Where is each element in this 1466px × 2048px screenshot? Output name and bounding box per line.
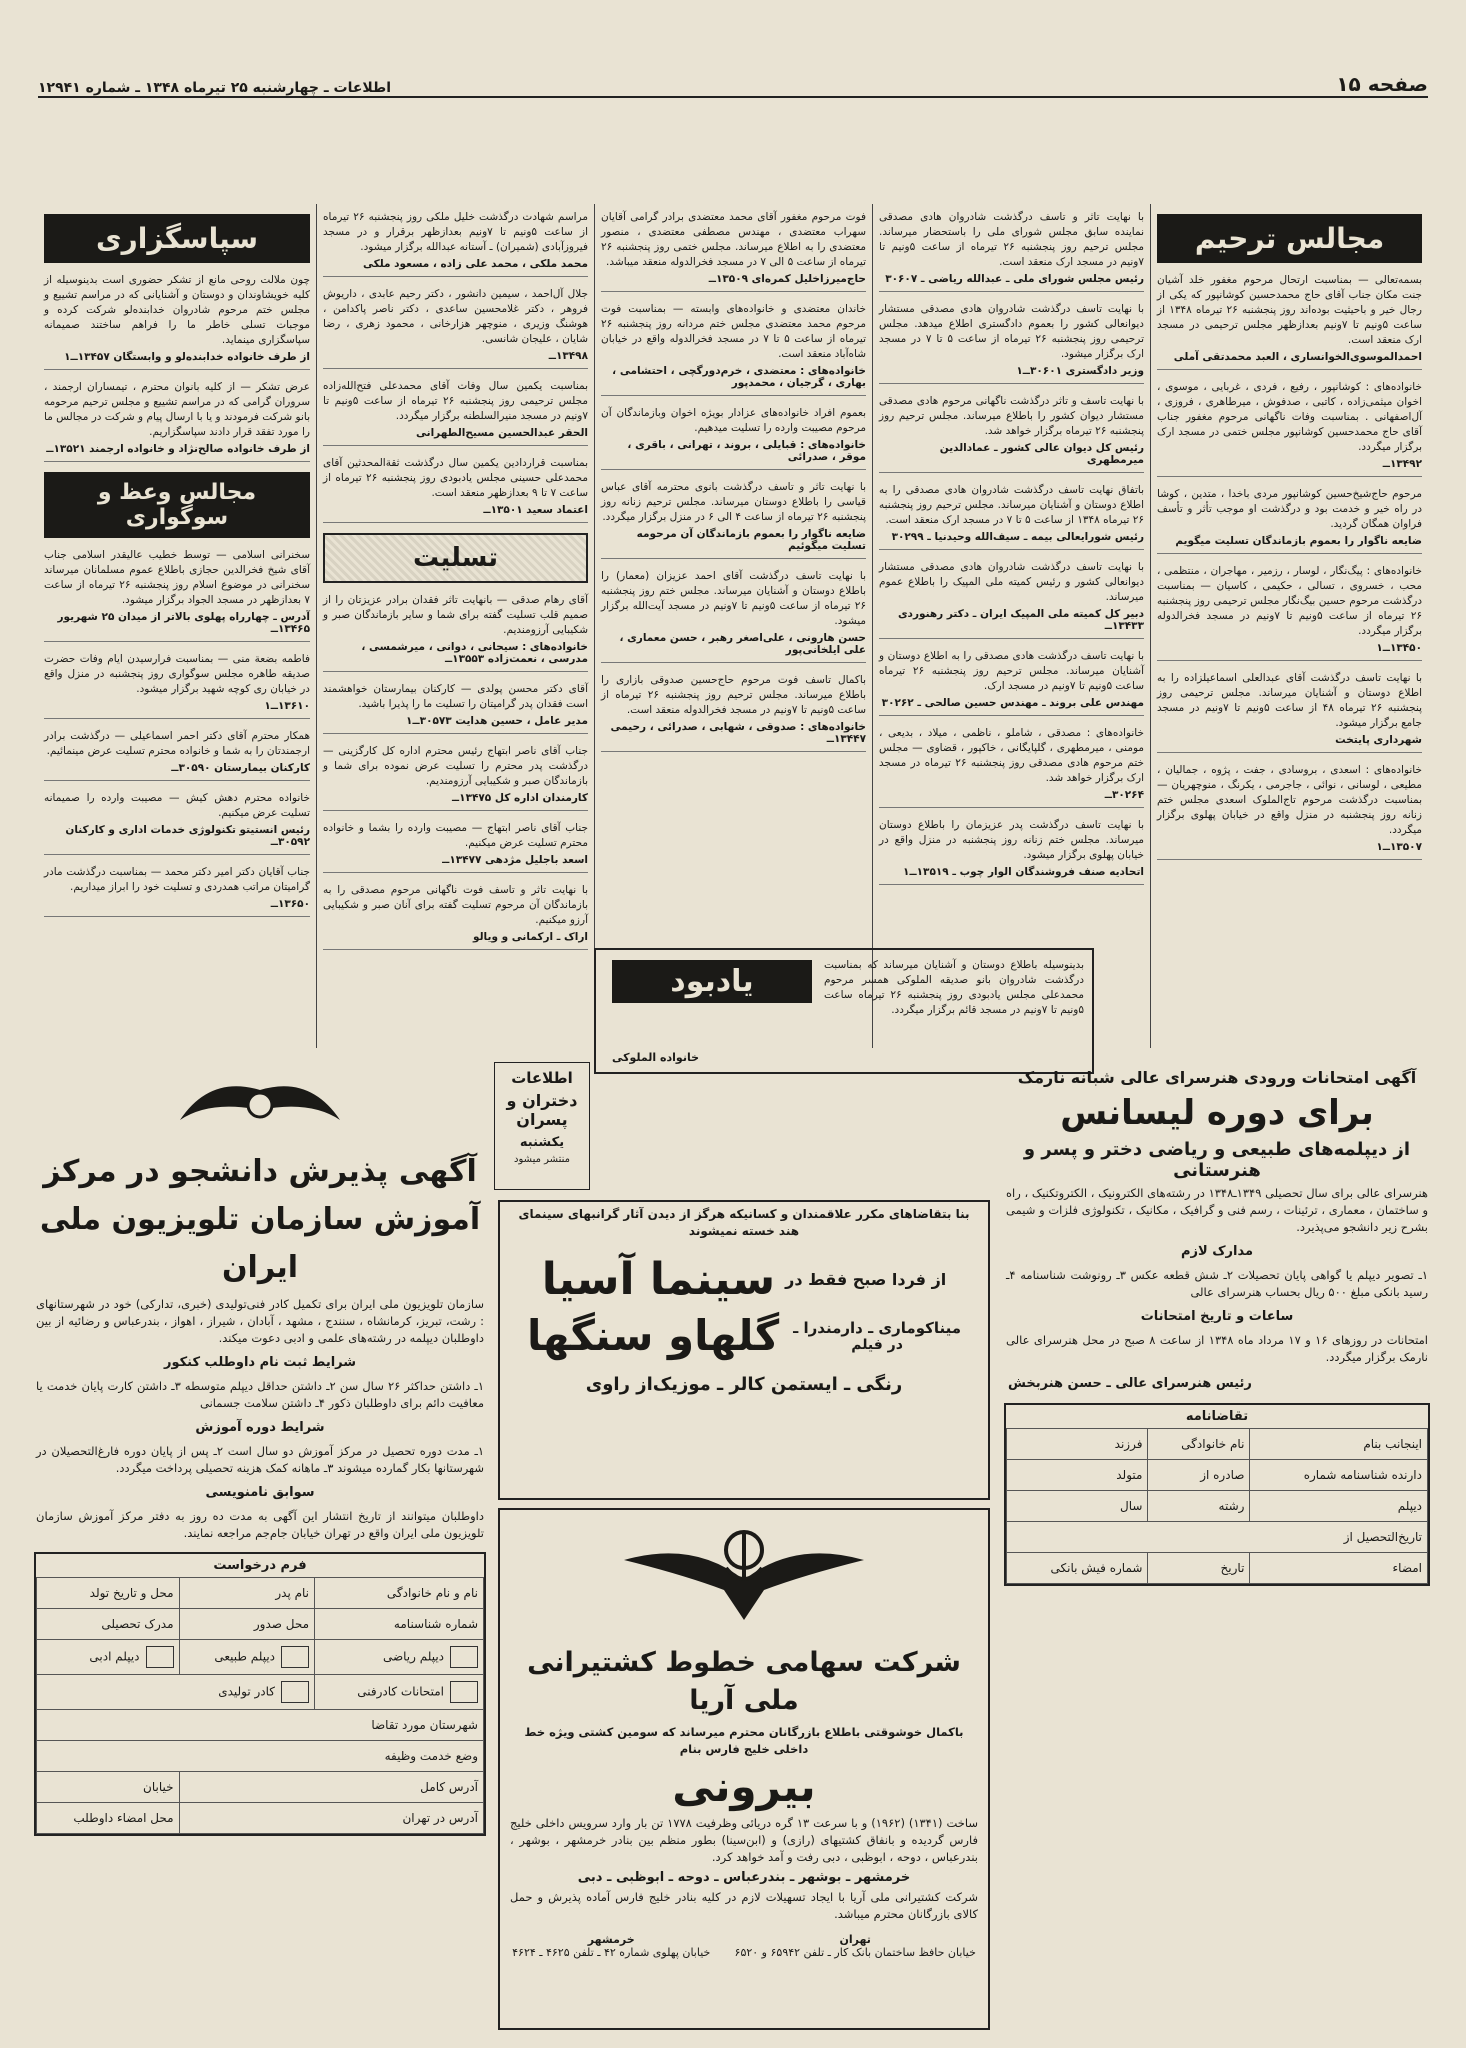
notice-text: باکمال تاسف فوت مرحوم حاج‌حسین صدوقی بازاری را باطلاع میرساند. مجلس ترحیم روز پنجشنبه ۲۶ تیرماه از ساعت ۵ونیم تا ۷ونیم در مسجد فخرالدوله منعقد است. <box>601 674 867 716</box>
notice <box>44 652 310 719</box>
field-date-label: تاریخ <box>1220 1561 1245 1575</box>
cinema-film: گلهاو سنگها <box>527 1311 780 1360</box>
notice-text: با نهایت تاسف درگذشت شادروان هادی مصدقی مستشار دیوانعالی کشور و رئیس کمیته ملی المپیک را باطلاع عموم میرساند. <box>879 561 1144 603</box>
notice <box>1157 763 1422 860</box>
thanks-banner: سپاسگزاری <box>44 214 310 263</box>
checkbox[interactable] <box>281 1646 309 1668</box>
notice-signature: مهندس علی بروند ـ مهندس حسین صالحی ـ ۳۰۲۶۲ <box>881 697 1144 709</box>
tv-form-title: فرم درخواست <box>213 1558 307 1573</box>
address-label: آدرس کامل <box>420 1780 478 1794</box>
yadbood-box <box>594 948 1094 1074</box>
service-label: وضع خدمت وظیفه <box>384 1749 478 1763</box>
checkbox[interactable] <box>281 1681 309 1703</box>
checkbox[interactable] <box>450 1681 478 1703</box>
field-sign-label: امضاء <box>1392 1561 1422 1575</box>
notice <box>44 791 310 855</box>
cinema-stars: میناکوماری ـ دارمندرا ـ <box>793 1318 962 1337</box>
notice-text: با نهایت تاثر و تاسف درگذشت شادروان هادی مصدقی نماینده سابق مجلس شورای ملی را باستحضار میرساند. مجلس ترحیم روز پنجشنبه ۲۶ تیرماه از ساعت ۵ونیم تا ۷ونیم در مسجد ارک منعقد است. <box>879 211 1144 268</box>
notice-signature: رئیس کل دیوان عالی کشور ـ عمادالدین میرمطهری <box>939 442 1144 466</box>
natural-label: دیپلم طبیعی <box>214 1649 276 1664</box>
cinema-ad <box>498 1200 990 1500</box>
notice-text: عرض تشکر — از کلیه بانوان محترم ، تیمساران ارجمند ، سروران گرامی که در مراسم تشییع و مجلس ترحیم مرحومه بانو شرکت فرمودند و یا با ارسال پیام و شرکت در مجالس ما را مورد تفقد قرار دادند سپاسگزاریم. <box>44 381 310 438</box>
tv-h3: سوابق نامنویسی <box>205 1485 315 1500</box>
sermon-banner: مجالس وعظ و سوگواری <box>44 472 310 538</box>
tv-form <box>34 1552 486 1836</box>
art-reg-title: مدارک لازم <box>1180 1244 1254 1259</box>
notice <box>879 483 1144 550</box>
notice-text: بمناسبت یکمین سال وفات آقای محمدعلی فتح‌الله‌زاده مجلس ترحیمی روز پنجشنبه ۲۶ تیرماه از ساعت ۵ونیم تا ۷ونیم در مسجد منیرالسلطنه برگزار میگردد. <box>323 380 589 422</box>
notice-text: فوت مرحوم مغفور آقای محمد معتضدی برادر گرامی آقایان سهراب معتضدی ، مهندس مصطفی معتضدی ، منصور معتضدی را به اطلاع میرساند. مجلس ختمی روز پنجشنبه ۲۶ تیرماه از ساعت ۵ الی ۷ در مسجد فخرالدوله منعقد میباشد. <box>601 211 866 268</box>
field-born-label: متولد <box>1116 1468 1143 1482</box>
notice <box>323 210 588 277</box>
notice-signature: ۱۳۶۱۰ــ۱ <box>264 700 310 712</box>
notice-signature: رئیس مجلس شورای ملی ـ عبدالله ریاضی ـ ۳۰۶۰۷ <box>885 273 1144 285</box>
column-1 <box>1150 204 1428 1048</box>
notice <box>879 394 1144 473</box>
notice-signature: کارمندان اداره کل ۱۳۴۷۵ــ <box>451 792 588 804</box>
field-name-label: نام و نام خانوادگی <box>386 1586 478 1600</box>
tv-h2: شرایط دوره آموزش <box>195 1420 325 1435</box>
notice-text: جناب آقای ناصر ابتهاج — مصیبت وارده را بشما و خانواده محترم تسلیت عرض میکنیم. <box>323 822 588 849</box>
field-issue-label: محل صدور <box>253 1617 310 1631</box>
notice-signature: از طرف خانواده خدابنده‌لو و وابستگان ۱۳۴۵۷ــ۱ <box>64 351 310 363</box>
notice-signature: احمدالموسوی‌الخوانساری ، العبد محمدتقی آملی <box>1173 351 1422 363</box>
notice <box>601 210 866 292</box>
math-label: دیپلم ریاضی <box>382 1649 444 1664</box>
ettelaat-promo <box>494 1062 590 1190</box>
notice <box>44 865 310 917</box>
condolence-banner: تسلیت <box>323 533 588 583</box>
notice <box>44 548 310 642</box>
promo-foot: منتشر میشود <box>514 1154 570 1165</box>
art-form-title: تقاضانامه <box>1185 1409 1249 1424</box>
field-field-label: رشته <box>1218 1499 1245 1513</box>
field-child-label: فرزند <box>1114 1437 1143 1451</box>
notice <box>879 726 1144 808</box>
notice-signature: اتحادیه صنف فروشندگان الوار چوب ـ ۱۳۵۱۹ــ۱ <box>903 866 1144 878</box>
notice <box>323 682 588 734</box>
notice-text: فاطمه بضعة منی — بمناسبت فرارسیدن ایام وفات حضرت صدیقه طاهره مجلس سوگواری روز پنجشنبه در منزل واقع در خیابان ری کوچه شهید برگزار میشود. <box>44 653 310 695</box>
shipping-text: ساخت (۱۳۴۱) (۱۹۶۲) و با سرعت ۱۳ گره دریائی وظرفیت ۱۷۷۸ تن بار وارد سرویس داخلی خلیج فارس گردیده و بانفاق کشتیهای (رازی) و (ابن‌سینا) بطور منظم بین بنادر خرمشهر ، بوشهر ، بندرعباس ، دوحه ، ابوظبی ، دبی رفت و آمد خواهد کرد. <box>510 1816 978 1864</box>
art-school-ad <box>996 1062 1438 2030</box>
notice-signature: ضایعه ناگوار را بعموم بازماندگان تسلیت میگویم <box>1175 535 1422 547</box>
tehran-label: آدرس در تهران <box>402 1811 478 1825</box>
promo-sub: دختران و پسران <box>506 1091 578 1129</box>
notice-signature: رئیس انستیتو تکنولوژی خدمات اداری و کارکنان ۳۰۵۹۲ــ <box>65 824 310 848</box>
notice-signature: ۱۳۴۵۰ــ۱ <box>1376 642 1422 654</box>
notice <box>323 379 588 446</box>
art-exam: امتحانات در روزهای ۱۶ و ۱۷ مرداد ماه ۱۳۴۸ از ساعت ۸ صبح در محل هنرسرای عالی نارمک برگزار میگردد. <box>1006 1333 1428 1364</box>
notice <box>601 406 866 470</box>
notice-signature: دبیر کل کمیته ملی المپیک ایران ـ دکتر رهنوردی ۱۳۴۳۳ــ <box>897 608 1144 632</box>
column-2 <box>872 204 1150 1048</box>
yadbood-sign: خانواده الملوکی <box>612 1051 700 1064</box>
art-title-2: برای دوره لیسانس <box>1060 1093 1374 1133</box>
field-bank-label: شماره فیش بانکی <box>1050 1561 1143 1575</box>
notice-signature: کارکنان بیمارستان ۳۰۵۹۰ــ <box>171 762 310 774</box>
literary-label: دیپلم ادبی <box>89 1649 140 1664</box>
notice <box>323 744 588 811</box>
tv-h1: شرایط ثبت نام داوطلب کنکور <box>163 1355 357 1370</box>
art-title-3: از دیپلمه‌های طبیعی و ریاضی دختر و پسر و هنرستانی <box>1023 1139 1411 1181</box>
tv-c3: داوطلبان میتوانند از تاریخ انتشار این آگهی به مدت ده روز به دفتر مرکز آموزش سازمان تلویزیون ملی ایران واقع در تهران خیابان جام‌جم مراجعه نمایند. <box>36 1509 484 1540</box>
notice-text: با نهایت تاسف درگذشت پدر عزیزمان را باطلاع دوستان میرساند. مجلس ختم زنانه روز پنجشنبه در منزل واقع در خیابان پهلوی برگزار میشود. <box>879 819 1144 861</box>
notice-text: خاندان معتضدی و خانواده‌های وابسته — بمناسبت فوت مرحوم محمد معتضدی مجلس ختم مردانه روز پنجشنبه ۲۶ تیرماه از ساعت ۵ تا ۷ در مسجد فخرالدوله واقع در خیابان شاه‌آباد منعقد است. <box>601 303 867 360</box>
notice-text: خانواده‌های : مصدقی ، شاملو ، ناظمی ، میلاد ، بدیعی ، مومنی ، میرمطهری ، گلپایگانی ، خاکپور ، قضاوی — مجلس ختم مرحوم هادی مصدقی روز پنجشنبه ۲۶ تیرماه در مسجد ارک برگزار خواهد شد. <box>879 727 1144 784</box>
notice-text: با نهایت تاسف درگذشت آقای عبدالعلی اسماعیلزاده را به اطلاع دوستان و آشنایان میرساند. مجلس ترحیمی روز پنجشنبه ۲۶ تیرماه ۴۸ از ساعت ۵ونیم تا ۷ونیم در مسجد جامع برگزار میشود. <box>1157 672 1423 729</box>
notice-signature: الحقر عبدالحسین مسیح‌الطهرانی <box>416 427 588 439</box>
shipping-ship-name: بیرونی <box>672 1762 816 1811</box>
notice-signature: آدرس ـ چهارراه پهلوی بالاتر از میدان ۲۵ شهریور ۱۳۴۶۵ــ <box>57 611 310 635</box>
notice-text: با نهایت تاسف درگذشت آقای احمد عزیزان (معمار) را باطلاع دوستان و آشنایان میرساند. مجلس ختم روز پنجشنبه ۲۶ تیرماه از ساعت ۵ونیم تا ۷ونیم در مسجد آیت‌الله برگزار میشود. <box>601 570 866 627</box>
checkbox[interactable] <box>450 1646 478 1668</box>
notice-signature: خانواده‌های : صدوقی ، شهابی ، صدرائی ، رحیمی ۱۳۴۴۷ــ <box>610 721 866 745</box>
notice <box>323 593 588 672</box>
field-year-label: سال <box>1120 1499 1143 1513</box>
tv-admission-ad <box>26 1070 494 2030</box>
field-degree-label: مدرک تحصیلی <box>101 1617 174 1631</box>
page-number: صفحه ۱۵ <box>1336 72 1428 96</box>
notice-text: جلال آل‌احمد ، سیمین دانشور ، دکتر رحیم عابدی ، داریوش فروهر ، دکتر غلامحسین ساعدی ، دکتر ناصر پاکدامن ، هوشنگ وزیری ، منوچهر هزارخانی ، محمود زهری ، رضا شایان ، علیجان شانسی. <box>323 288 588 345</box>
notice <box>601 302 866 396</box>
promo-day: یکشنبه <box>519 1135 565 1150</box>
notice-text: چون ملالت روحی مانع از تشکر حضوری است بدینوسیله از کلیه خویشاوندان و دوستان و آشنایانی که در مراسم تشییع و مجلس ختم مرحوم شادروان خدابنده‌لو شرکت کرده و موجبات تسلی خاطر ما را فراهم ساختند صمیمانه سپاسگزاری مینماید. <box>44 274 310 346</box>
notice <box>44 273 310 370</box>
notice-signature: حسن هارونی ، علی‌اصغر رهبر ، حسن معماری ، علی ایلخانی‌پور <box>619 632 866 656</box>
issue-line: اطلاعات ـ چهارشنبه ۲۵ تیرماه ۱۳۴۸ ـ شماره ۱۲۹۴۱ <box>38 80 392 96</box>
notice <box>1157 380 1422 477</box>
yadbood-text: بدینوسیله باطلاع دوستان و آشنایان میرساند که بمناسبت درگذشت شادروان بانو صدیقه الملوکی همسر مرحوم محمدعلی مجلس یادبودی روز پنجشنبه ۲۶ تیرماه ساعت ۵ونیم تا ۷ونیم در مسجد قائم برگزار میگردد. <box>824 959 1084 1016</box>
notice-text: با نهایت تاسف و تاثر درگذشت ناگهانی مرحوم هادی مصدقی مستشار دیوان کشور را باطلاع میرساند. مجلس ترحیم روز پنجشنبه ۲۶ تیرماه برگزار خواهد شد. <box>879 395 1144 437</box>
notice-signature: رئیس شورایعالی بیمه ـ سیف‌الله وحیدنیا ـ ۳۰۲۹۹ <box>891 531 1144 543</box>
notice <box>323 883 588 950</box>
notice-signature: اسعد باجلیل مژدهی ۱۳۴۷۷ــ <box>442 854 588 866</box>
notice <box>323 456 588 523</box>
tv-intro: سازمان تلویزیون ملی ایران برای تکمیل کادر فنی‌تولیدی (خبری، تدارکی) خود در شهرستانهای : رشت، تبریز، کرمانشاه ، سنندج ، مشهد ، آبادان ، شیراز ، اهواز ، بندرعباس و رضائیه از بین داوطلبان دیپلمه در رشته‌های علمی و ادبی دعوت میکند. <box>36 1297 484 1345</box>
notice-text: جناب آقایان دکتر امیر دکتر محمد — بمناسبت درگذشت مادر گرامیتان مراتب همدردی و تسلیت خود را ابراز میداریم. <box>44 866 310 893</box>
notice-text: جناب آقای ناصر ابتهاج رئیس محترم اداره کل کارگزینی — درگذشت پدر محترم را تسلیت عرض نموده برای شما و بازماندگان صبر و شکیبایی آرزومندیم. <box>323 745 588 787</box>
cinema-foot: رنگی ـ ایستمن کالر ـ موزیک‌از راوی <box>585 1374 903 1395</box>
sign-label: محل امضاء داوطلب <box>73 1811 174 1825</box>
street-label: خیابان <box>143 1780 174 1794</box>
notice-signature: خانواده‌های : سیحانی ، دوانی ، میرشمسی ، مدرسی ، نعمت‌زاده ۱۳۵۵۳ــ <box>361 641 588 665</box>
field-birth-label: محل و تاریخ تولد <box>89 1586 174 1600</box>
notice-text: آقای دکتر محسن پولدی — کارکنان بیمارستان خواهشمند است فقدان پدر گرامیتان را تسلیت ما را پذیرا باشید. <box>323 683 588 710</box>
notice-signature: ۳۰۲۶۴ــ <box>1104 789 1144 801</box>
field-id-label: شماره شناسنامه <box>393 1617 478 1631</box>
notice-text: مراسم شهادت درگذشت خلیل ملکی روز پنجشنبه ۲۶ تیرماه از ساعت ۵ونیم تا ۷ونیم بعدازظهر برقرار و در مسجد فیروزآبادی (شمیران) ـ آستانه عبدالله برگزار میشود. <box>323 211 589 253</box>
notice-text: سخنرانی اسلامی — توسط خطیب عالیقدر اسلامی جناب آقای شیخ فخرالدین حجازی باطلاع عموم مسلمانان میرساند سخنرانی در موضوع اسلام روز پنجشنبه ۲۶ تیرماه از ساعت ۷ بعدازظهر در مسجد الجواد برگزار میشود. <box>44 549 310 606</box>
notice-signature: ضایعه ناگوار را بعموم بازماندگان آن مرحومه تسلیت میگوئیم <box>636 528 866 552</box>
tv-title-2: آموزش سازمان تلویزیون ملی ایران <box>39 1202 481 1285</box>
prod-label: کادر تولیدی <box>218 1684 276 1699</box>
notice-signature: محمد ملکی ، محمد علی زاده ، مسعود ملکی <box>363 258 588 270</box>
notice-signature: خانواده‌های : معتضدی ، خرم‌دورگچی ، احتشامی ، بهاری ، گرجیان ، محمدپور <box>612 365 866 389</box>
tehran-office: تهران <box>839 1933 871 1946</box>
notice-text: بعموم افراد خانواده‌های عزادار بویژه اخوان وبازماندگان آن مرحوم مصیبت وارده را تسلیت میدهیم. <box>601 407 866 434</box>
tv-c2: ۱ـ مدت دوره تحصیل در مرکز آموزش دو سال است ۲ـ پس از پایان دوره فارغ‌التحصیلان در شهرستانها بکار گمارده میشوند ۳ـ ماهانه کمک هزینه تحصیلی پرداخت میگردد. <box>36 1444 484 1475</box>
notice <box>879 818 1144 885</box>
notice <box>1157 487 1422 554</box>
cinema-top: بنا بتقاضاهای مکرر علاقمندان و کسانیکه هرگز از دیدن آثار گرانبهای سینمای هند خسته نمیشوند <box>518 1207 970 1238</box>
notice <box>323 821 588 873</box>
page-header <box>38 68 1428 98</box>
field-family-label: نام خانوادگی <box>1181 1437 1245 1451</box>
notice <box>879 560 1144 639</box>
notice-signature: از طرف خانواده صالح‌نژاد و خانواده ارجمند ۱۳۵۲۱ــ <box>46 443 310 455</box>
memorial-banner: مجالس ترحیم <box>1157 214 1422 263</box>
notice-text: با نهایت تاثر و تاسف درگذشت بانوی محترمه آقای عباس قیاسی را باطلاع دوستان میرساند. مجلس ترحیم زنانه روز پنجشنبه ۲۶ تیرماه از ساعت ۴ الی ۶ در منزل برگزار میگردد. <box>601 481 866 523</box>
tehran-address: خیابان حافظ ساختمان بانک کار ـ تلفن ۶۵۹۴۲ و ۶۵۲۰ <box>734 1946 976 1959</box>
cinema-in: در فیلم <box>851 1336 903 1353</box>
notice-text: باتفاق نهایت تاسف درگذشت شادروان هادی مصدقی را به اطلاع دوستان و آشنایان میرساند. مجلس ترحیم روز پنجشنبه ۲۶ تیرماه ۱۳۴۸ از ساعت ۵ تا ۷ در مسجد ارک منعقد است. <box>879 484 1144 526</box>
column-4 <box>316 204 594 1048</box>
tv-title-1: آگهی پذیرش دانشجو در مرکز <box>43 1154 477 1189</box>
checkbox[interactable] <box>146 1646 174 1668</box>
notice-text: مرحوم حاج‌شیخ‌حسین کوشانپور مردی باخدا ، متدین ، کوشا در راه خیر و خدمت بود و درگذشت او موجب تأثر و تأسف فراوان همگان گردید. <box>1157 488 1422 530</box>
field-grad-label: تاریخ‌التحصیل از <box>1343 1530 1422 1544</box>
art-exam-title: ساعات و تاریخ امتحانات <box>1140 1309 1294 1324</box>
art-title-1: آگهی امتحانات ورودی هنرسرای عالی شبانه نارمک <box>1017 1068 1417 1087</box>
cinema-from: از فردا صبح فقط در <box>785 1270 947 1289</box>
field-me-label: اینجانب بنام <box>1363 1437 1422 1451</box>
obituary-section <box>38 100 1428 1048</box>
yadbood-title: یادبود <box>612 960 812 1003</box>
notice-text: با نهایت تاسف درگذشت هادی مصدقی را به اطلاع دوستان و آشنایان میرساند. مجلس ترحیم روز پنجشنبه ۲۶ تیرماه ساعت ۵ونیم تا ۷ونیم در مسجد ارک. <box>879 650 1144 692</box>
notice <box>601 673 866 752</box>
shipping-ad <box>498 1508 990 2030</box>
notice-signature: حاج‌میرزاخلیل کمره‌ای ۱۳۵۰۹ــ <box>708 273 866 285</box>
exam-label: امتحانات کادرفنی <box>357 1684 444 1699</box>
khorram-address: خیابان پهلوی شماره ۴۲ ـ تلفن ۴۶۲۵ ـ ۴۶۲۴ <box>512 1946 711 1959</box>
notice <box>1157 671 1422 753</box>
field-idno-label: دارنده شناسنامه شماره <box>1303 1468 1422 1482</box>
shipping-route: خرمشهر ـ بوشهر ـ بندرعباس ـ دوحه ـ ابوظبی ـ دبی <box>577 1870 911 1885</box>
notice <box>44 729 310 781</box>
notice <box>1157 273 1422 370</box>
notice-signature: ۱۳۴۹۲ــ <box>1382 458 1422 470</box>
notice-text: با نهایت تاسف درگذشت شادروان هادی مصدقی مستشار دیوانعالی کشور را بعموم دادگستری اطلاع میدهد. مجلس ترحیمی روز پنجشنبه ۲۶ تیرماه از ساعت ۵ تا ۷ در مسجد ارک برگزار میشود. <box>879 303 1144 360</box>
tv-c1: ۱ـ داشتن حداکثر ۲۶ سال سن ۲ـ داشتن حداقل دیپلم متوسطه ۳ـ داشتن کارت پایان خدمت یا معافیت دائم برای داوطلبان ذکور ۴ـ داشتن سلامت جسمانی <box>36 1379 484 1410</box>
notice-signature: مدیر عامل ، حسین هدایت ۳۰۵۷۳ــ۱ <box>406 715 588 727</box>
shipping-intro: باکمال خوشوقتی باطلاع بازرگانان محترم میرساند که سومین کشتی ویژه خط داخلی خلیج فارس بنام <box>524 1725 964 1756</box>
notice <box>44 380 310 462</box>
notice-signature: خانواده‌های : قبایلی ، بروند ، تهرانی ، باقری ، موقر ، صدرائی <box>627 439 866 463</box>
shipping-title: شرکت سهامی خطوط کشتیرانی ملی آریا <box>527 1647 961 1716</box>
notice-signature: ۱۳۶۵۰ــ <box>270 898 310 910</box>
notice <box>601 569 866 663</box>
shipping-more: شرکت کشتیرانی ملی آریا با ایجاد تسهیلات لازم در کلیه بنادر خلیج فارس آماده پذیرش و حمل کالای بازرگانان محترم میباشد. <box>510 1890 978 1921</box>
notice-signature: وزیر دادگستری ۳۰۶۰۱ــ۱ <box>1016 365 1144 377</box>
notice-signature: ۱۳۵۰۷ــ۱ <box>1376 841 1422 853</box>
city-label: شهرستان مورد تقاضا <box>371 1718 478 1732</box>
notice <box>323 287 588 369</box>
notice-text: بمناسبت قراردادین یکمین سال درگذشت ثقةالمحدثین آقای محمدعلی حسینی مجلس یادبودی روز پنجشنبه ۲۶ تیرماه از ساعت ۷ تا ۹ بعدازظهر منعقد است. <box>323 457 588 499</box>
notice-text: خانواده‌های : پیگ‌نگار ، لوسار ، رزمیر ، مهاجران ، منتظمی ، محب ، خسروی ، تسالی ، حکیمی ، کاسیان — بمناسبت درگذشت مرحوم حسین بیگ‌نگار مجلس ترحیمی روز پنجشنبه ۲۶ تیرماه از ساعت ۵ونیم تا ۷ونیم در مسجد فخرالدوله برگزار میگردد. <box>1157 565 1423 637</box>
notice <box>1157 564 1422 661</box>
column-5 <box>38 204 316 1048</box>
notice-text: خانواده‌های : اسعدی ، بروسادی ، جفت ، پژوه ، جمالیان ، مطیعی ، لوسانی ، نوائی ، جاجرمی ، یکرنگ ، منوچهریان — بمناسبت درگذشت مرحوم تاج‌الملوک اسعدی مجلس ختم زنانه روز پنجشنبه در منزل واقع در خیابان پهلوی برگزار میگردد. <box>1157 764 1422 836</box>
promo-name: اطلاعات <box>511 1069 573 1087</box>
art-sign: رئیس هنرسرای عالی ـ حسن هنربخش <box>1008 1376 1252 1391</box>
notice <box>879 210 1144 292</box>
khorram-office: خرمشهر <box>587 1933 635 1946</box>
shipping-logo <box>500 1520 988 1644</box>
notice <box>879 649 1144 716</box>
column-3 <box>594 204 872 1048</box>
notice-signature: اعتماد سعید ۱۳۵۰۱ــ <box>483 504 588 516</box>
notice-text: آقای رهام صدقی — بانهایت تاثر فقدان برادر عزیزتان را از صمیم قلب تسلیت گفته برای شما و سایر بازماندگان صبر و شکیبایی آرزومندیم. <box>323 594 588 636</box>
notice-text: با نهایت تاثر و تاسف فوت ناگهانی مرحوم مصدقی را به بازماندگان آن مرحوم تسلیت گفته برای آنان صبر و شکیبایی آرزو میکنیم. <box>323 884 588 926</box>
art-text: هنرسرای عالی برای سال تحصیلی ۱۳۴۹ـ۱۳۴۸ در رشته‌های الکترونیک ، الکتروتکنیک ، راه و ساختمان ، معماری ، ترئینات ، رسم فنی و گرافیک ، مکانیک ، تکنولوژی فلزات و شیمی بشرح زیر دانشجو می‌پذیرد. <box>1006 1186 1428 1234</box>
field-issued-label: صادره از <box>1200 1468 1245 1482</box>
field-dip-label: دیپلم <box>1397 1499 1422 1513</box>
tv-emblem <box>26 1070 494 1148</box>
notice-signature: ۱۳۴۹۸ــ <box>548 350 588 362</box>
notice-text: بسمه‌تعالی — بمناسبت ارتحال مرحوم مغفور خلد آشیان جنت مکان جناب آقای حاج محمدحسین کوشانپور که یکی از رجال خیر و باحیثیت بوده‌اند روز پنجشنبه ۲۶ تیرماه ۱۳۴۸ از ساعت ۵ونیم تا ۷ونیم بعدازظهر مجلس ترحیمی در مسجد ارک منعقد است. <box>1157 274 1422 346</box>
notice-text: همکار محترم آقای دکتر احمر اسماعیلی — درگذشت برادر ارجمندتان را به شما و خانواده محترم تسلیت عرض مینمائیم. <box>44 730 310 757</box>
cinema-name: سینما آسیا <box>541 1254 776 1305</box>
notice-text: خانواده محترم دهش کیش — مصیبت وارده را صمیمانه تسلیت عرض میکنیم. <box>44 792 310 819</box>
field-father-label: نام پدر <box>275 1586 310 1600</box>
notice <box>879 302 1144 384</box>
notice <box>601 480 866 559</box>
art-reg: ۱ـ تصویر دیپلم یا گواهی پایان تحصیلات ۲ـ شش قطعه عکس ۳ـ رونوشت شناسنامه ۴ـ رسید بانکی مبلغ ۵۰۰ ریال بحساب هنرسرای عالی <box>1006 1268 1428 1299</box>
notice-signature: اراک ـ ارکمانی و ویالو <box>473 931 588 943</box>
notice-signature: شهرداری پایتخت <box>1335 734 1422 746</box>
notice-text: خانواده‌های : کوشانپور ، رفیع ، فردی ، غربایی ، موسوی ، اخوان میثمی‌زاده ، کاتبی ، صدفوش ، میرطاهری ، فروزی ، آل‌اصفهانی . بمناسبت وفات ناگهانی مرحوم مغفور جناب آقای حاج محمدحسین کوشانپور مجلس ختمی در مسجد ارک برگزار میگردد. <box>1157 381 1422 453</box>
art-form <box>1004 1403 1430 1586</box>
